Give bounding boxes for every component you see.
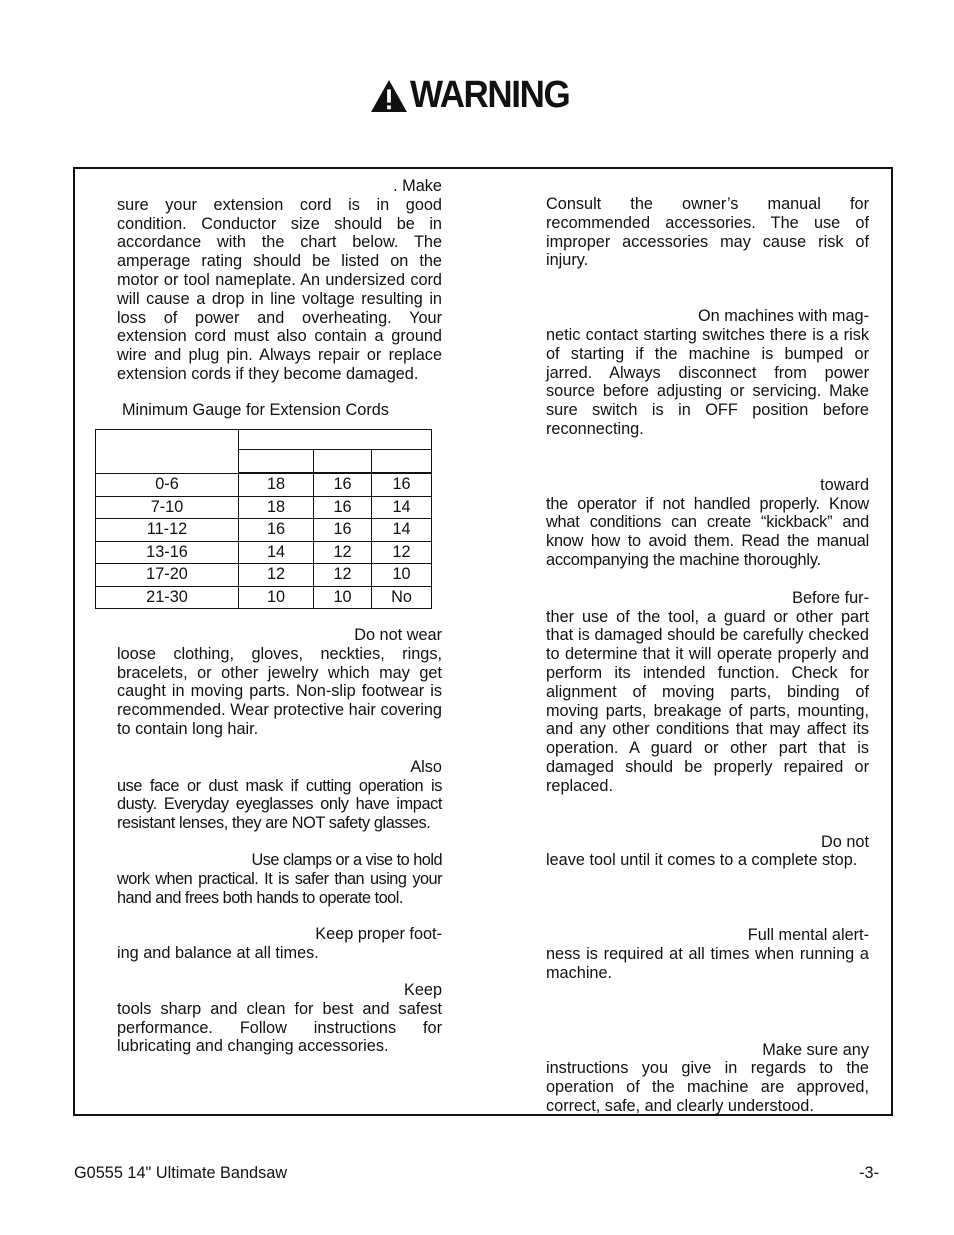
kickback-paragraph: the operator if not handled properly. Know what conditions can create “kickback” and know how to avoid them. Read the manual accompanying the machine thoroughly.	[546, 494, 869, 569]
warning-triangle-icon	[370, 79, 408, 113]
clothing-paragraph: loose clothing, gloves, neckties, rings, bracelets, or other jewelry which may get caught in moving parts. Non-slip footwear is recommended. Wear protective hair covering to contain long hair.	[117, 644, 442, 738]
right-column	[546, 195, 869, 1116]
starting-paragraph: netic contact starting switches there is a risk of starting if the machine is bumped or jarred. Always disconnect from power source before adjusting or servicing. Make sure switch is in OFF position before reconnecting.	[546, 325, 869, 438]
table-row	[96, 519, 432, 542]
table-header-cell	[239, 430, 432, 450]
paragraph-lead: Before fur-	[792, 588, 869, 607]
instructions-paragraph: instructions you give in regards to the operation of the machine are approved, correct, safe, and clearly understood.	[546, 1059, 869, 1115]
table-cell: 13-16	[96, 541, 239, 564]
table-cell: 7-10	[96, 496, 239, 519]
extension-cord-paragraph: sure your extension cord is in good condition. Conductor size should be in accordance with the chart below. The amperage rating should be listed on the motor or tool nameplate. An undersized cord will cause a drop in line voltage resulting in loss of power and overheating. Your extension cord must also contain a ground wire and plug pin. Always repair or replace extension cords if they become damaged.	[117, 195, 442, 383]
table-header-cell	[372, 450, 432, 474]
table-cell: 16	[372, 473, 432, 496]
paragraph-lead: Do not	[821, 832, 869, 851]
left-column	[117, 177, 442, 384]
damaged-parts-paragraph: ther use of the tool, a guard or other part that is damaged should be carefully checked to determine that it will operate properly and perform its intended function. Check for alignment of moving parts, binding of moving parts, breakage of parts, mounting, and any other conditions that may affect its operation. A guard or other part that is damaged should be properly repaired or replaced.	[546, 607, 869, 795]
unattended-paragraph: leave tool until it comes to a complete stop.	[546, 851, 858, 870]
warning-title: WARNING	[410, 74, 570, 116]
table-row	[96, 541, 432, 564]
table-cell: 12	[314, 564, 372, 587]
accessories-paragraph: Consult the owner’s manual for recommended accessories. The use of improper accessories may cause risk of injury.	[546, 195, 869, 270]
paragraph-lead: Keep	[403, 980, 442, 999]
paragraph-lead: Use clamps or a vise to hold	[251, 850, 442, 869]
table-cell: 17-20	[96, 564, 239, 587]
paragraph-lead: Do not wear	[354, 626, 442, 644]
paragraph-lead: Also	[410, 757, 442, 776]
table-cell: 14	[372, 519, 432, 542]
table-header-cell	[239, 450, 314, 474]
table-row	[96, 473, 432, 496]
footer-model: G0555 14" Ultimate Bandsaw	[74, 1164, 288, 1182]
table-cell: 16	[314, 519, 372, 542]
table-cell: 16	[314, 496, 372, 519]
table-cell: 11-12	[96, 519, 239, 542]
table-row	[96, 496, 432, 519]
table-cell: 16	[239, 519, 314, 542]
paragraph-lead: On machines with mag-	[697, 307, 869, 326]
gauge-table	[95, 429, 432, 609]
clamp-paragraph: work when practical. It is safer than using your hand and frees both hands to operate tool.	[117, 869, 442, 907]
maintenance-paragraph: tools sharp and clean for best and safest performance. Follow instructions for lubricating and changing accessories.	[117, 999, 442, 1056]
table-header-cell	[314, 450, 372, 474]
paragraph-lead: Full mental alert-	[747, 926, 869, 945]
table-cell: 12	[314, 541, 372, 564]
paragraph-lead: Keep proper foot-	[315, 925, 442, 944]
table-cell: 10	[239, 586, 314, 609]
table-cell: 14	[239, 541, 314, 564]
paragraph-lead: Make sure any	[762, 1040, 869, 1059]
table-row	[96, 564, 432, 587]
paragraph-lead: . Make	[393, 177, 442, 195]
warning-header	[0, 74, 954, 117]
left-column-lower	[117, 626, 442, 1056]
footing-paragraph: ing and balance at all times.	[117, 944, 319, 963]
alertness-paragraph: ness is required at all times when running a machine.	[546, 944, 869, 982]
table-cell: 18	[239, 496, 314, 519]
table-cell: 12	[372, 541, 432, 564]
table-cell: 10	[372, 564, 432, 587]
table-cell: 16	[314, 473, 372, 496]
eye-protection-paragraph: use face or dust mask if cutting operation is dusty. Everyday eyeglasses only have impact resistant lenses, they are NOT safety glasses.	[117, 776, 442, 833]
table-row	[96, 586, 432, 609]
paragraph-lead: toward	[820, 475, 869, 494]
table-cell: 0-6	[96, 473, 239, 496]
table-cell: 10	[314, 586, 372, 609]
table-cell: 18	[239, 473, 314, 496]
table-cell: 12	[239, 564, 314, 587]
table-header-cell	[96, 430, 239, 474]
table-header-row	[96, 430, 432, 450]
table-cell: No	[372, 586, 432, 609]
page-number: -3-	[859, 1164, 879, 1182]
table-caption: Minimum Gauge for Extension Cords	[122, 401, 389, 419]
table-cell: 21-30	[96, 586, 239, 609]
table-cell: 14	[372, 496, 432, 519]
